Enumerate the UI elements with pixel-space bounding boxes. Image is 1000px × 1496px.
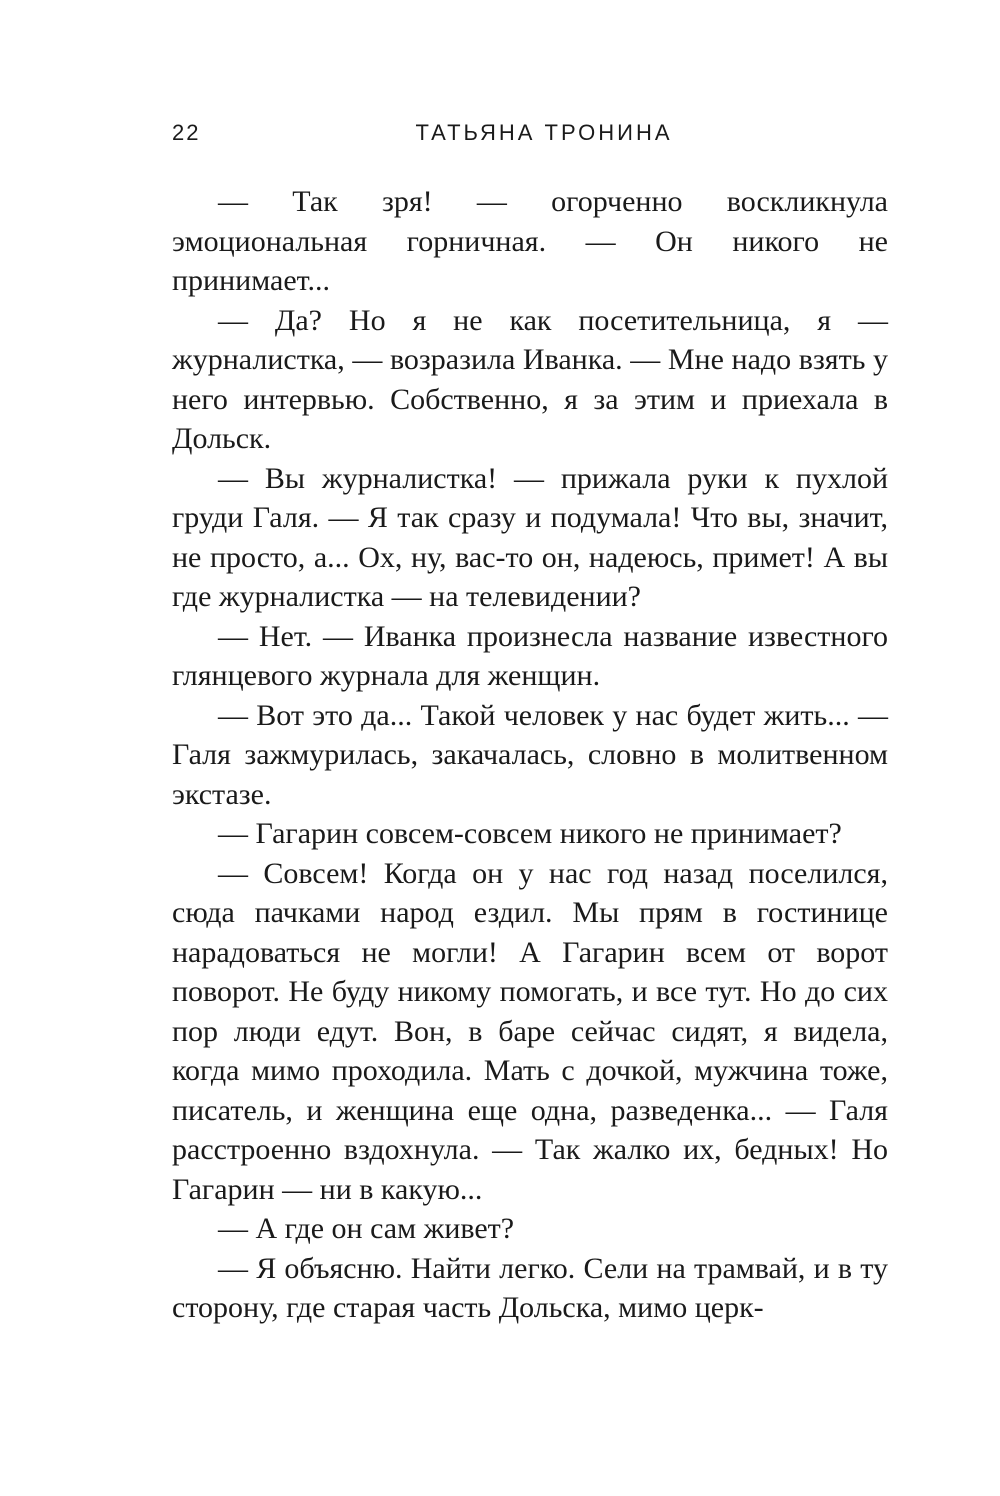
running-head-author: ТАТЬЯНА ТРОНИНА xyxy=(415,120,673,145)
paragraph: — Совсем! Когда он у нас год назад поселился, сюда пачками народ ездил. Мы прям в гостинице нарадоваться не могли! А Гагарин всем от ворот поворот. Не буду никому помогать, и все тут. Но до сих пор люди едут. Вон, в баре сейчас сидят, я видела, когда мимо проходила. Мать с дочкой, мужчина тоже, писатель, и женщина еще одна, разведенка... — Галя расстроенно вздохнула. — Так жалко их, бедных! Но Гагарин — ни в какую... xyxy=(172,856,888,1206)
running-head xyxy=(172,120,888,154)
paragraph: — Гагарин совсем-совсем никого не принимает? xyxy=(218,817,842,850)
body-text xyxy=(172,182,888,1328)
paragraph: — Вот это да... Такой человек у нас будет жить... — Галя зажмурилась, закачалась, словно в молитвенном экстазе. xyxy=(172,698,888,811)
paragraph: — Я объясню. Найти легко. Сели на трамвай, и в ту сторону, где старая часть Дольска, мимо церк- xyxy=(172,1251,888,1324)
page-number: 22 xyxy=(172,120,201,145)
paragraph: — Да? Но я не как посетительница, я — журналистка, — возразила Иванка. — Мне надо взять у него интервью. Собственно, я за этим и приехала в Дольск. xyxy=(172,303,888,455)
paragraph: — Нет. — Иванка произнесла название известного глянцевого журнала для женщин. xyxy=(172,619,888,692)
paragraph: — Вы журналистка! — прижала руки к пухлой груди Галя. — Я так сразу и подумала! Что вы, значит, не просто, а... Ох, ну, вас-то он, надеюсь, примет! А вы где журналистка — на телевидении? xyxy=(172,461,888,613)
paragraph: — А где он сам живет? xyxy=(218,1212,515,1245)
paragraph: — Так зря! — огорченно воскликнула эмоциональная горничная. — Он никого не принимает... xyxy=(172,185,888,297)
